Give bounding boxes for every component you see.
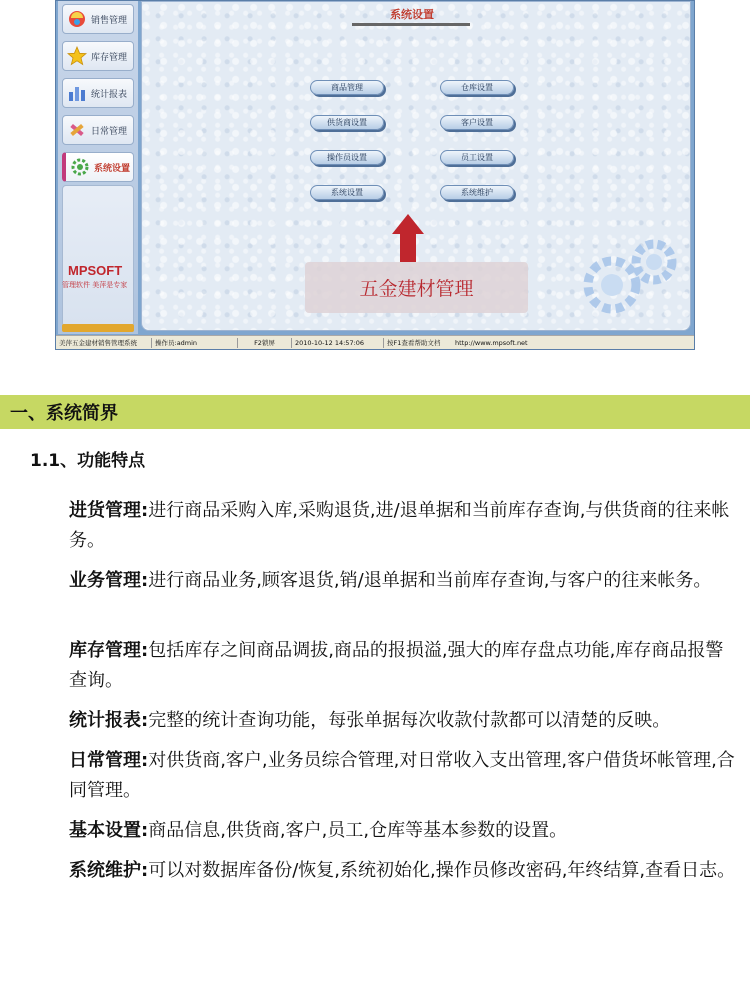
sidebar-item-settings[interactable] (62, 152, 134, 182)
system-settings-button[interactable]: 系统设置 (310, 185, 384, 200)
feature-paragraph (69, 816, 741, 846)
customer-settings-button[interactable]: 客户设置 (440, 115, 514, 130)
feature-paragraph (69, 636, 741, 696)
feature-text: 可以对数据库备份/恢复,系统初始化,操作员修改密码,年终结算,查看日志。 (148, 860, 736, 881)
status-lock: F2锁屏 (238, 338, 292, 348)
warehouse-settings-button[interactable]: 仓库设置 (440, 80, 514, 95)
system-maintenance-button[interactable]: 系统维护 (440, 185, 514, 200)
feature-label: 系统维护: (69, 860, 149, 881)
star-icon (66, 45, 88, 67)
status-url: http://www.mpsoft.net (455, 338, 528, 347)
sales-ball-icon (66, 8, 88, 30)
feature-label: 进货管理: (69, 500, 149, 521)
feature-label: 基本设置: (69, 820, 149, 841)
subsection-heading: 1.1、功能特点 (30, 451, 146, 471)
panel-title: 系统设置 (390, 8, 434, 21)
mpsoft-logo: MPSOFT (68, 263, 123, 278)
feature-text: 商品信息,供货商,客户,员工,仓库等基本参数的设置。 (148, 820, 568, 841)
feature-text: 进行商品采购入库,采购退货,进/退单据和当前库存查询,与供货商的往来帐务。 (69, 500, 730, 551)
gears-decoration-icon (572, 230, 690, 325)
sidebar-item-label: 销售管理 (91, 15, 128, 26)
feature-label: 库存管理: (69, 640, 149, 661)
feature-label: 日常管理: (69, 750, 149, 771)
status-bar (56, 335, 694, 349)
feature-label-box: 五金建材管理 (305, 262, 528, 313)
status-help: 按F1查看帮助文档 (387, 338, 441, 347)
sidebar-bottom-bar (62, 324, 134, 332)
feature-paragraph (69, 496, 741, 556)
supplier-settings-button[interactable]: 供货商设置 (310, 115, 384, 130)
title-underline (352, 23, 470, 26)
status-app-name: 美萍五金建材销售管理系统 (56, 338, 152, 348)
status-operator: 操作员:admin (152, 338, 238, 348)
sidebar-item-reports[interactable] (62, 78, 134, 108)
section-heading: 一、系统简界 (0, 395, 750, 429)
app-window (55, 0, 695, 350)
up-arrow-shaft (400, 234, 416, 262)
bar-chart-icon (66, 82, 88, 104)
logo-slogan: 管理软件 美萍是专家 (62, 281, 128, 289)
sidebar (58, 1, 138, 334)
settings-panel (141, 1, 691, 331)
feature-paragraph (69, 746, 741, 806)
sidebar-item-daily[interactable] (62, 115, 134, 145)
feature-label: 业务管理: (69, 570, 149, 591)
sidebar-panel (62, 185, 134, 327)
feature-paragraph (69, 856, 741, 886)
sidebar-item-label: 系统设置 (94, 163, 131, 174)
feature-text: 进行商品业务,顾客退货,销/退单据和当前库存查询,与客户的往来帐务。 (148, 570, 712, 591)
sidebar-item-sales[interactable] (62, 4, 134, 34)
product-management-button[interactable]: 商品管理 (310, 80, 384, 95)
tools-icon (66, 119, 88, 141)
gear-icon (69, 156, 91, 178)
sidebar-item-label: 库存管理 (91, 52, 128, 63)
employee-settings-button[interactable]: 员工设置 (440, 150, 514, 165)
sidebar-item-inventory[interactable] (62, 41, 134, 71)
operator-settings-button[interactable]: 操作员设置 (310, 150, 384, 165)
feature-text: 对供货商,客户,业务员综合管理,对日常收入支出管理,客户借货坏帐管理,合同管理。 (69, 750, 735, 801)
sidebar-item-label: 统计报表 (91, 89, 128, 100)
feature-text: 完整的统计查询功能，每张单据每次收款付款都可以清楚的反映。 (148, 710, 671, 731)
up-arrow-icon (392, 214, 424, 234)
feature-paragraph (69, 706, 741, 736)
feature-paragraph (69, 566, 741, 596)
feature-label: 统计报表: (69, 710, 149, 731)
status-datetime: 2010-10-12 14:57:06 (292, 338, 384, 348)
feature-text: 包括库存之间商品调拔,商品的报损溢,强大的库存盘点功能,库存商品报警查询。 (69, 640, 724, 691)
sidebar-item-label: 日常管理 (91, 126, 128, 137)
